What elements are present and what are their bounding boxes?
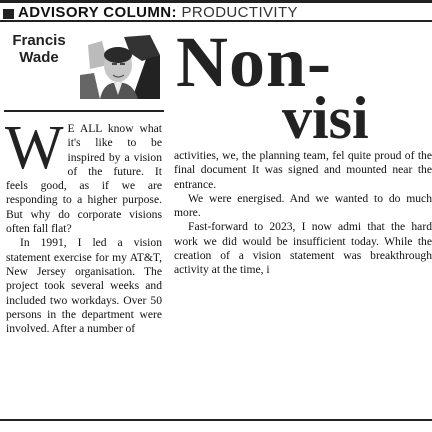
author-last-name: Wade xyxy=(19,49,59,66)
article-column-left xyxy=(5,114,162,336)
article-paragraph: In 1991, I led a vision statement exercise for my AT&T, New Jersey organisation. The project took several weeks and included two workdays. Over 50 persons in the department were involved. After a number of xyxy=(6,236,162,336)
section-label: ADVISORY COLUMN: xyxy=(18,4,177,21)
section-header xyxy=(18,4,298,21)
article-paragraph: Fast-forward to 2023, I now admi that the hard work we did would be insufficient today. While the creation of a vision statement was breakthrough activity at the time, i xyxy=(174,220,432,277)
section-category: PRODUCTIVITY xyxy=(181,4,298,21)
article-paragraph: E ALL know what it's like to be inspired by a vision of the future. It feels good, as if we are responding to a higher purpose. But why do corporate visions often fall flat? xyxy=(6,122,162,236)
square-bullet-icon xyxy=(3,9,14,19)
author-first-name: Francis xyxy=(12,32,66,49)
bottom-divider xyxy=(0,419,432,421)
byline-divider xyxy=(4,110,164,112)
section-header-bar xyxy=(0,0,432,22)
headline-line-2: visi xyxy=(282,85,369,151)
author-photo xyxy=(80,35,160,99)
headline-line-1: Non- xyxy=(176,22,333,102)
author-byline xyxy=(8,32,70,66)
drop-cap: W xyxy=(5,114,64,182)
article-paragraph: activities, we, the planning team, fel quite proud of the final document It was signed and mounted near the entrance. xyxy=(174,149,432,191)
article-column-right xyxy=(174,149,432,278)
article-paragraph: We were energised. And we wanted to do much more. xyxy=(174,191,432,220)
